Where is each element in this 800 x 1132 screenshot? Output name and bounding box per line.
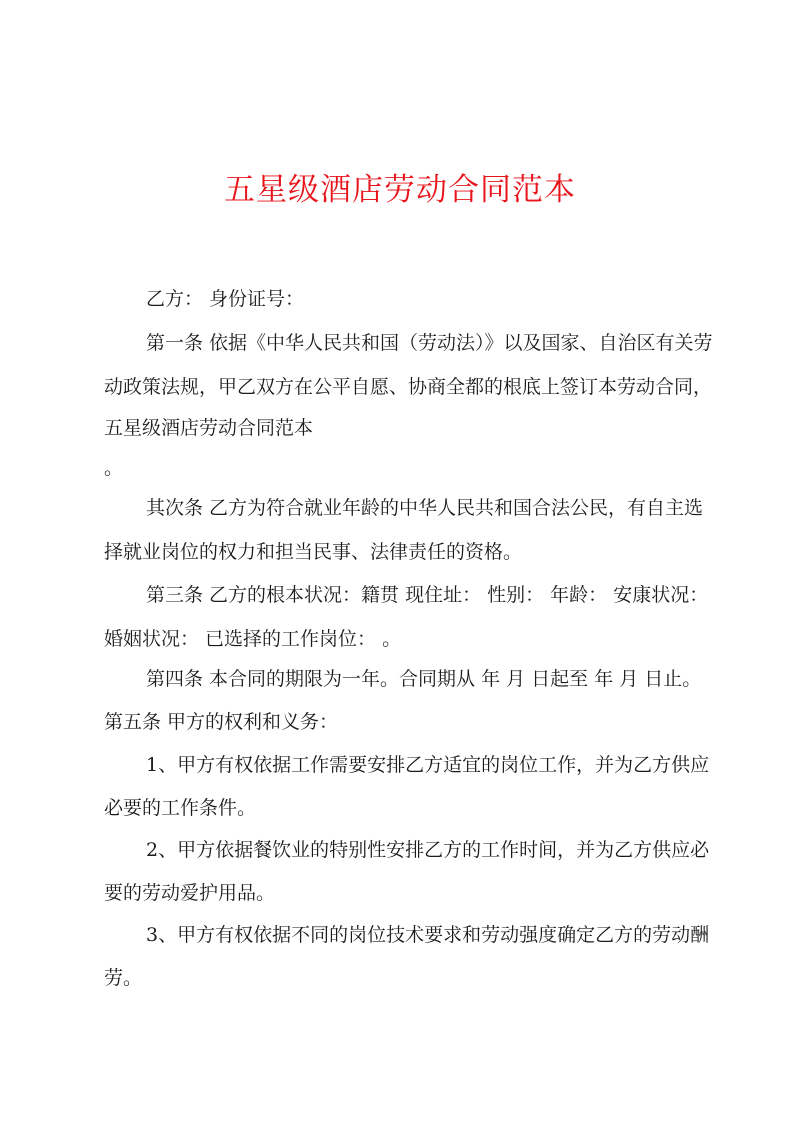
article-1-line-2: 动政策法规，甲乙双方在公平自愿、协商全都的根底上签订本劳动合同，: [104, 376, 713, 398]
item-2-line-1: 2、甲方依据餐饮业的特别性安排乙方的工作时间，并为乙方供应必: [146, 839, 710, 861]
item-1-line-2: 必要的工作条件。: [104, 797, 257, 819]
item-3-line-1: 3、甲方有权依据不同的岗位技术要求和劳动强度确定乙方的劳动酬: [146, 924, 710, 946]
article-1-line-3: 五星级酒店劳动合同范本: [104, 417, 314, 439]
party-b-line: 乙方： 身份证号：: [146, 288, 305, 310]
article-2-line-2: 择就业岗位的权力和担当民事、法律责任的资格。: [104, 541, 523, 563]
article-3-line-1: 第三条 乙方的根本状况：籍贯 现住址： 性别： 年龄： 安康状况：: [146, 584, 709, 606]
article-1-line-1: 第一条 依据《中华人民共和国（劳动法）》以及国家、自治区有关劳: [146, 332, 713, 354]
article-1-line-4: 。: [104, 457, 124, 479]
item-2-line-2: 要的劳动爱护用品。: [104, 882, 276, 904]
article-4-line: 第四条 本合同的期限为一年。合同期从 年 月 日起至 年 月 日止。: [146, 668, 702, 690]
article-3-line-2: 婚姻状况： 已选择的工作岗位： 。: [104, 628, 402, 650]
item-3-line-2: 劳。: [104, 967, 143, 989]
document-title: 五星级酒店劳动合同范本: [224, 172, 576, 208]
article-5-heading: 第五条 甲方的权利和义务：: [104, 711, 339, 733]
article-2-line-1: 其次条 乙方为符合就业年龄的中华人民共和国合法公民，有自主选: [146, 497, 704, 519]
item-1-line-1: 1、甲方有权依据工作需要安排乙方适宜的岗位工作，并为乙方供应: [146, 754, 710, 776]
